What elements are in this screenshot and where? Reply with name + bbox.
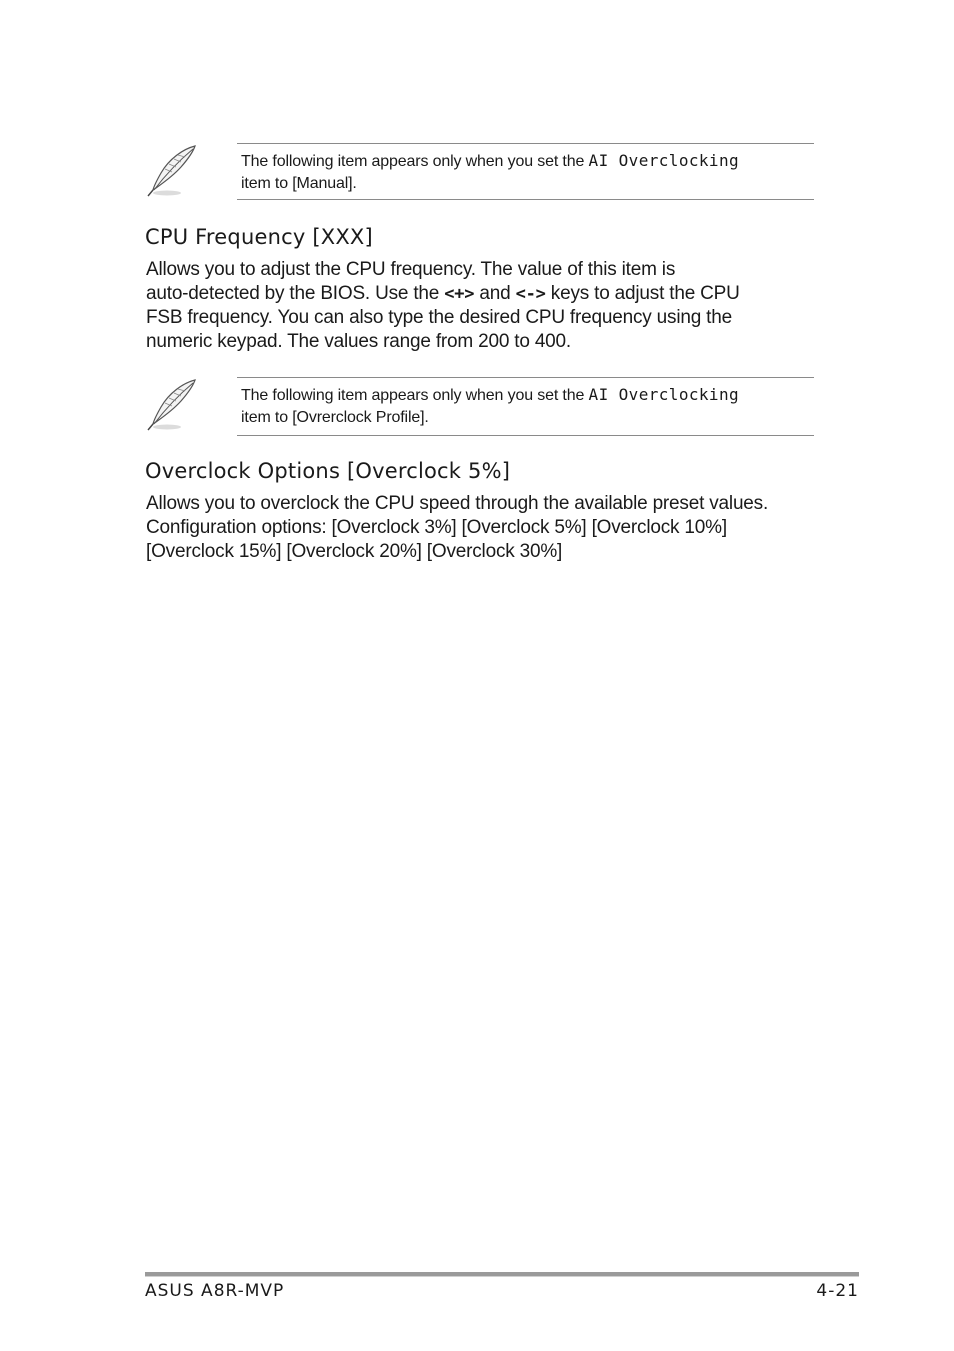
body-line: Configuration options: [Overclock 3%] [Overclock 5%] [Overclock 10%] [146, 517, 727, 538]
key-plus: <+> [444, 284, 475, 304]
body-text: auto-detected by the BIOS. Use the [146, 283, 445, 304]
note-box [237, 143, 814, 200]
feather-pen-icon [145, 377, 201, 433]
note-callout [145, 377, 814, 437]
footer-product-name: ASUS A8R-MVP [145, 1281, 285, 1301]
feather-pen-icon [145, 143, 201, 199]
body-line: numeric keypad. The values range from 200 to 400. [146, 331, 571, 352]
section-heading-cpu-frequency: CPU Frequency [XXX] [145, 225, 373, 249]
body-line: [Overclock 15%] [Overclock 20%] [Overclock 30%] [146, 541, 563, 562]
footer-divider [145, 1272, 859, 1276]
note-text-suffix: item to [Ovrerclock Profile]. [241, 409, 429, 426]
body-line [146, 282, 826, 306]
key-minus: <-> [515, 284, 546, 304]
note-text-suffix: item to [Manual]. [241, 175, 357, 192]
note-text [241, 150, 739, 195]
setting-name: AI Overclocking [588, 151, 740, 170]
section-heading-overclock-options: Overclock Options [Overclock 5%] [145, 459, 511, 483]
body-text: and [474, 283, 516, 304]
note-text-prefix: The following item appears only when you set the [241, 387, 589, 404]
page-number: 4-21 [816, 1281, 859, 1301]
body-line: FSB frequency. You can also type the desired CPU frequency using the [146, 307, 732, 328]
note-text [241, 384, 739, 429]
body-line: Allows you to adjust the CPU frequency. The value of this item is [146, 259, 676, 280]
body-text: keys to adjust the CPU [545, 283, 740, 304]
setting-name: AI Overclocking [588, 385, 740, 404]
body-line: Allows you to overclock the CPU speed through the available preset values. [146, 493, 769, 514]
section-body-overclock-options [146, 492, 826, 564]
note-box [237, 377, 814, 436]
section-body-cpu-frequency [146, 258, 826, 354]
note-callout [145, 143, 814, 203]
note-text-prefix: The following item appears only when you set the [241, 153, 589, 170]
